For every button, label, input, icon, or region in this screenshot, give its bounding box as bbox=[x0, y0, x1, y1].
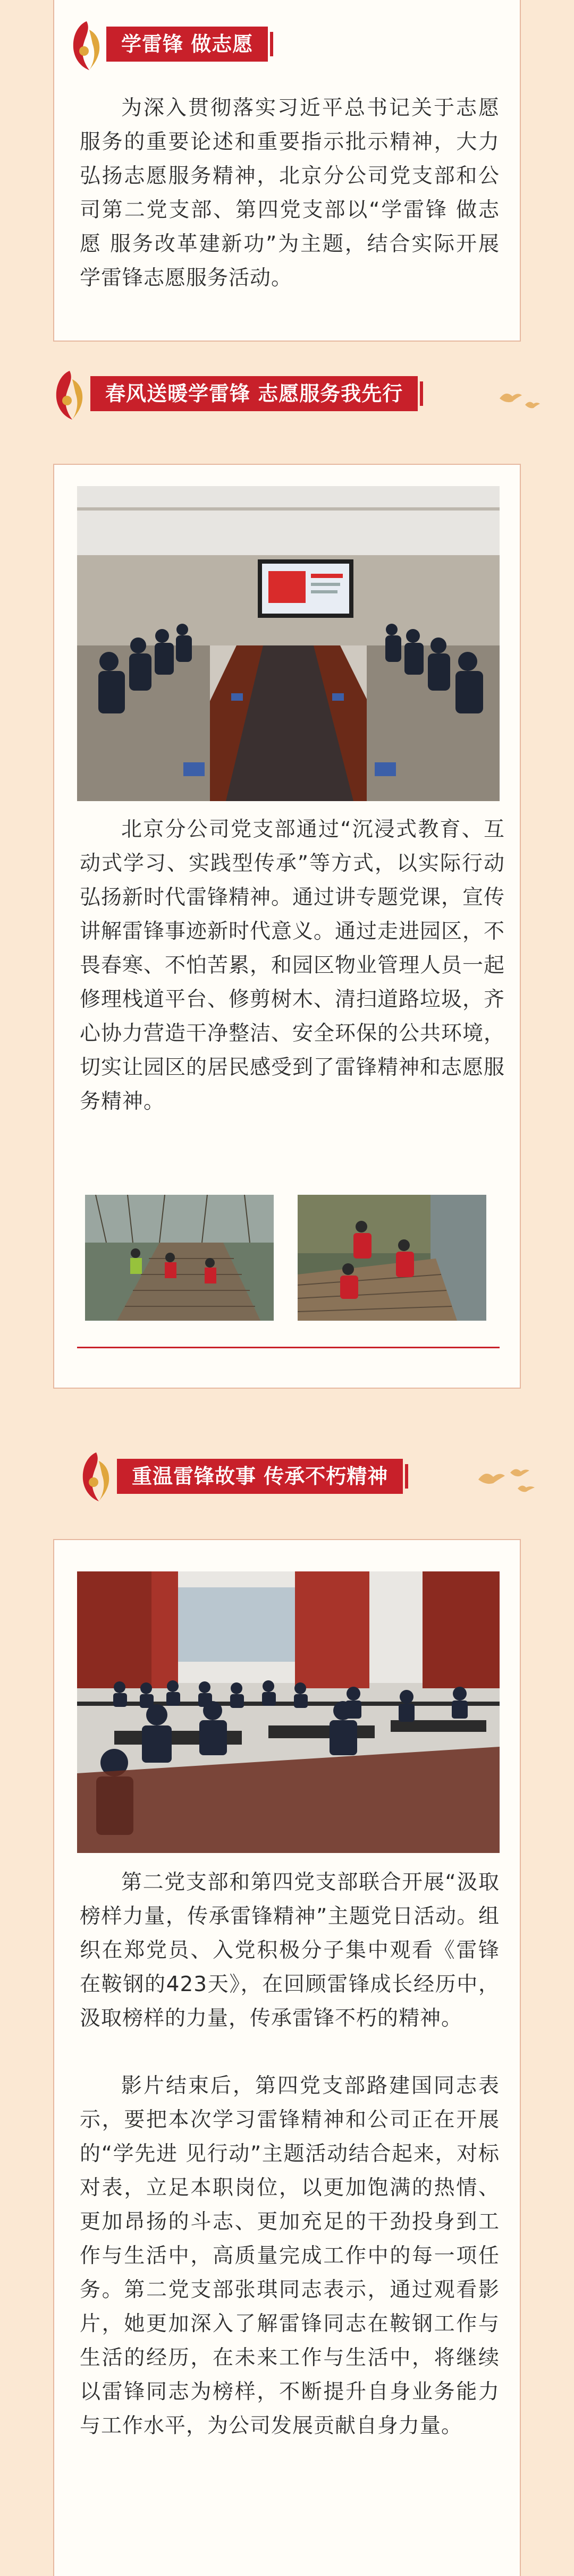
party-emblem-icon bbox=[51, 369, 88, 422]
party-emblem-icon bbox=[78, 1450, 115, 1503]
section-3-body-1: 第二党支部和第四党支部联合开展“汲取榜样力量，传承雷锋精神”主题党日活动。组织在郑党员、入党积极分子集中观看《雷锋在鞍钢的423天》，在回顾雷锋成长经历中，汲取榜样的力量，传承雷锋不朽的精神。 bbox=[80, 1871, 500, 2030]
section-1-title: 学雷锋 做志愿 bbox=[106, 27, 268, 62]
party-emblem-icon bbox=[68, 19, 105, 72]
section-2-divider bbox=[77, 1347, 500, 1348]
section-3-body-2: 影片结束后，第四党支部路建国同志表示，要把本次学习雷锋精神和公司正在开展的“学先进 见行动”主题活动结合起来，对标对表，立足本职岗位，以更加饱满的热情、更加昂扬的斗志、更加充足的干劲投身到工作与生活中，高质量完成工作中的每一项任务。第二党支部张琪同志表示，通过观看影片，她更加深入了解雷锋同志在鞍钢工作与生活的经历，在未来工作与生活中，将继续以雷锋同志为榜样，不断提升自身业务能力与工作水平，为公司发展贡献自身力量。 bbox=[80, 2074, 500, 2438]
volunteer-photo-right bbox=[298, 1195, 486, 1321]
meeting-room-photo bbox=[77, 486, 500, 801]
doves-icon bbox=[473, 1461, 542, 1500]
film-screening-photo bbox=[77, 1571, 500, 1853]
doves-icon bbox=[494, 382, 542, 416]
section-3-title: 重温雷锋故事 传承不朽精神 bbox=[117, 1459, 403, 1494]
section-2-body: 北京分公司党支部通过“沉浸式教育、互动式学习、实践型传承”等方式，以实际行动弘扬新时代雷锋精神。通过讲专题党课，宣传讲解雷锋事迹新时代意义。通过走进园区，不畏春寒、不怕苦累，和园区物业管理人员一起修理栈道平台、修剪树木、清扫道路垃圾，齐心协力营造干净整洁、安全环保的公共环境，切实让园区的居民感受到了雷锋精神和志愿服务精神。 bbox=[80, 818, 505, 1113]
volunteer-photo-left bbox=[85, 1195, 274, 1321]
section-2-title: 春风送暖学雷锋 志愿服务我先行 bbox=[90, 376, 418, 411]
section-1-body: 为深入贯彻落实习近平总书记关于志愿服务的重要论述和重要指示批示精神，大力弘扬志愿服务精神，北京分公司党支部和公司第二党支部、第四党支部以“学雷锋 做志愿 服务改革建新功”为主题，结合实际开展学雷锋志愿服务活动。 bbox=[80, 96, 500, 290]
